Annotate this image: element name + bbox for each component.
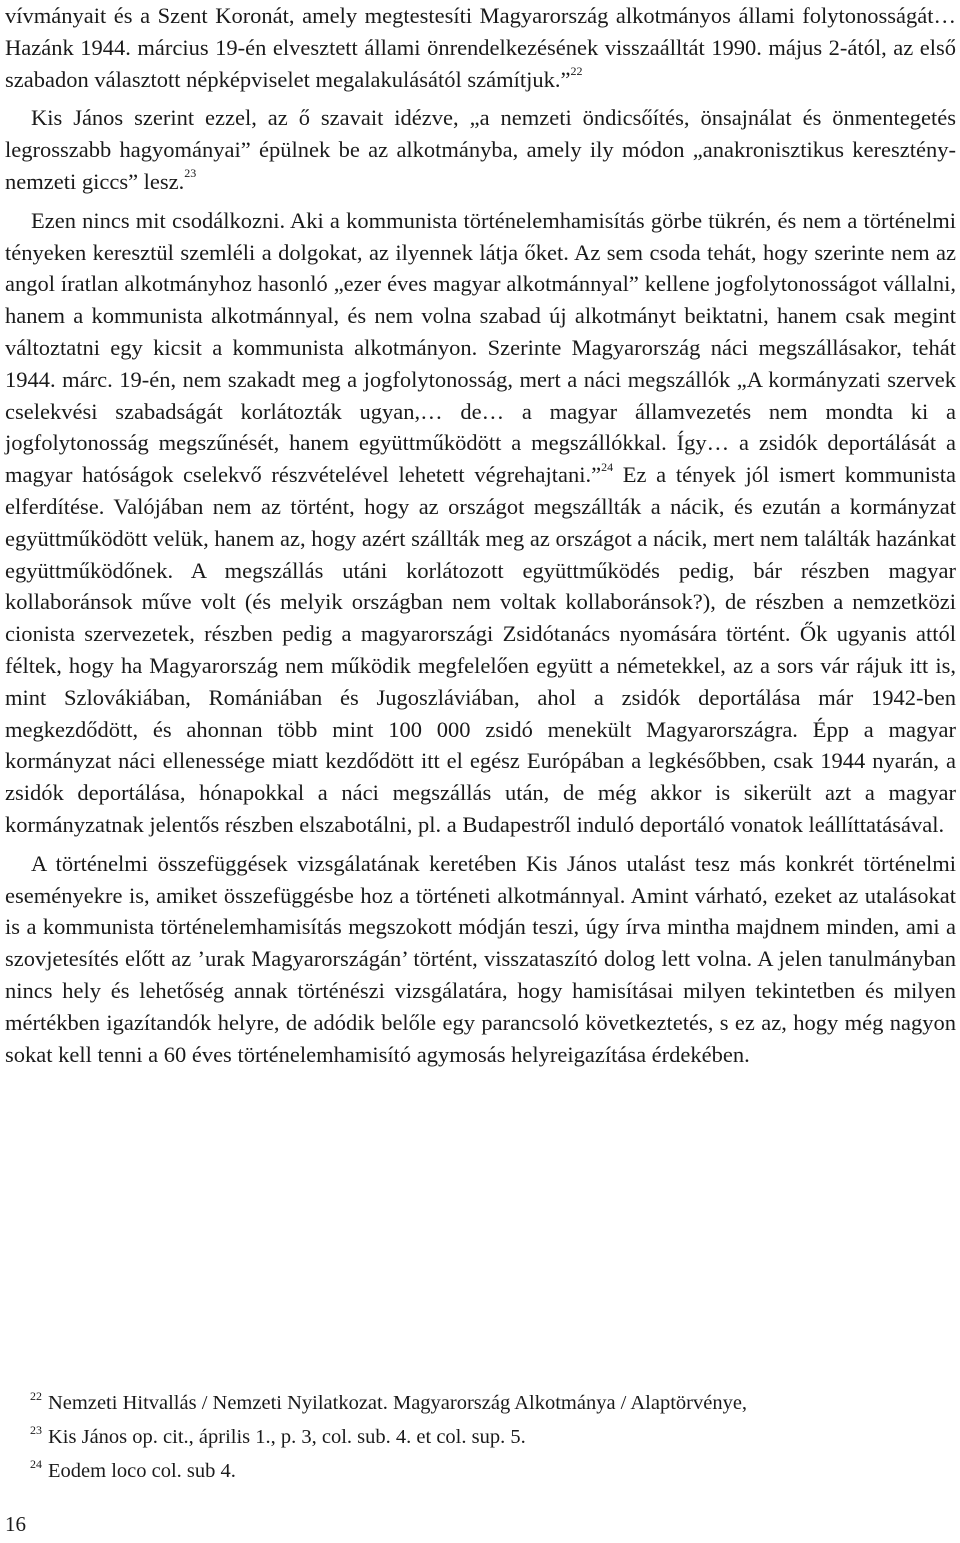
footnote-23 (30, 1421, 930, 1455)
footnote-number: 23 (30, 1423, 42, 1437)
footnote-text: Kis János op. cit., április 1., p. 3, col. sub. 4. et col. sup. 5. (48, 1426, 526, 1448)
paragraph-1-text: vívmányait és a Szent Koronát, amely megtestesíti Magyarország alkotmányos állami folytonosságát… Hazánk 1944. március 19-én elvesztett állami önrendelkezésének visszaálltát 1990. május 2-ától, az első szabadon választott népképviselet megalakulásától számítjuk.” (5, 3, 956, 92)
paragraph-2 (5, 102, 956, 197)
footnote-text: Eodem loco col. sub 4. (48, 1460, 236, 1482)
body-text (5, 0, 956, 1070)
paragraph-4-text: A történelmi összefüggések vizsgálatának keretében Kis János utalást tesz más konkrét történelmi eseményekre is, amiket összefüggésbe hoz a történeti alkotmánnyal. Amint várható, ezeket az utalásokat is a kommunista történelemhamisítás megszokott módján teszi, úgy írva mintha majdnem minden, ami a szovjetesítés előtt az ’urak Magyarországán’ történt, visszataszító dolog lett volna. A jelen tanulmányban nincs hely és lehetőség annak történészi vizsgálatára, hogy hamisításai milyen tekintetben és milyen mértékben igazítandók helyre, de adódik belőle egy parancsoló következtetés, s ez az, hogy még nagyon sokat kell tenni a 60 éves történelemhamisító agymosás helyreigazítása érdekében. (5, 850, 956, 1067)
paragraph-3 (5, 205, 956, 841)
footnote-22 (30, 1387, 930, 1421)
paragraph-2-text: Kis János szerint ezzel, az ő szavait idézve, „a nemzeti öndicsőítés, önsajnálat és önmentegetés legrosszabb hagyományai” épülnek be az alkotmányba, amely ily módon „anakronisztikus keresztény-nemzeti giccs” lesz. (5, 105, 956, 194)
paragraph-4 (5, 848, 956, 1071)
footnote-number: 22 (30, 1389, 42, 1403)
footnote-text: Nemzeti Hitvallás / Nemzeti Nyilatkozat. Magyarország Alkotmánya / Alaptörvénye, (48, 1392, 748, 1414)
footnote-ref-24: 24 (601, 459, 614, 474)
footnote-24 (30, 1455, 930, 1489)
footnotes (30, 1387, 930, 1489)
paragraph-1 (5, 0, 956, 95)
footnote-ref-23: 23 (184, 166, 197, 181)
paragraph-3-text-b: Ez a tények jól ismert kommunista elferdítése. Valójában nem az történt, hogy az országot megszállták a nácik, és ezután a kormányzat együttműködött velük, hanem az, hogy azért szállták meg az országot a nácik, mert nem találták hazánkat együttműködőnek. A megszállás utáni korlátozott együttműködés pedig, bár részben magyar kollaboránsok műve volt (és melyik országban nem voltak kollaboránsok?), de részben a nemzetközi cionista szervezetek, részben pedig a magyarországi Zsidótanács nyomására történt. Ők ugyanis attól féltek, hogy ha Magyarország nem működik megfelelően együtt a németekkel, az a sors vár rájuk itt is, mint Szlovákiában, Romániában és Jugoszláviában, ahol a zsidók deportálása már 1942-ben megkezdődött, és ahonnan több mint 100 000 zsidó menekült Magyarországra. Épp a magyar kormányzat náci ellenessége miatt kezdődött itt el egész Európában a legkésőbben, csak 1944 nyarán, a zsidók deportálása, hónapokkal a náci megszállás után, de még akkor is sikerült azt a magyar kormányzatnak jelentős részben elszabotálni, pl. a Budapestről induló deportáló vonatok leállíttatásával. (5, 462, 957, 837)
footnote-ref-22: 22 (570, 64, 583, 79)
paragraph-3-text-a: Ezen nincs mit csodálkozni. Aki a kommunista történelemhamisítás görbe tükrén, és nem a történelmi tényeken keresztül szemléli a dolgokat, az ilyennek látja őket. Az sem csoda tehát, hogy szerinte nem az angol íratlan alkotmányhoz hasonló „ezer éves magyar alkotmánnyal” kellene jogfolytonosságot vállalni, hanem a kommunista alkotmánnyal, és nem volna szabad új alkotmányt beiktatni, hanem csak megint változtatni egy kicsit a kommunista alkotmányon. Szerinte Magyarország náci megszállásakor, tehát 1944. márc. 19-én, nem szakadt meg a jogfolytonosság, mert a náci megszállók „A kormányzati szervek cselekvési szabadságát korlátozták ugyan,… de… a magyar államvezetés nem mondta ki a jogfolytonosság megszűnését, hanem együttműködött a megszállókkal. Így… a zsidók deportálását a magyar hatóságok cselekvő részvételével lehetett végrehajtani.” (5, 207, 956, 488)
page-number: 16 (5, 1512, 26, 1536)
footnote-number: 24 (30, 1457, 42, 1471)
